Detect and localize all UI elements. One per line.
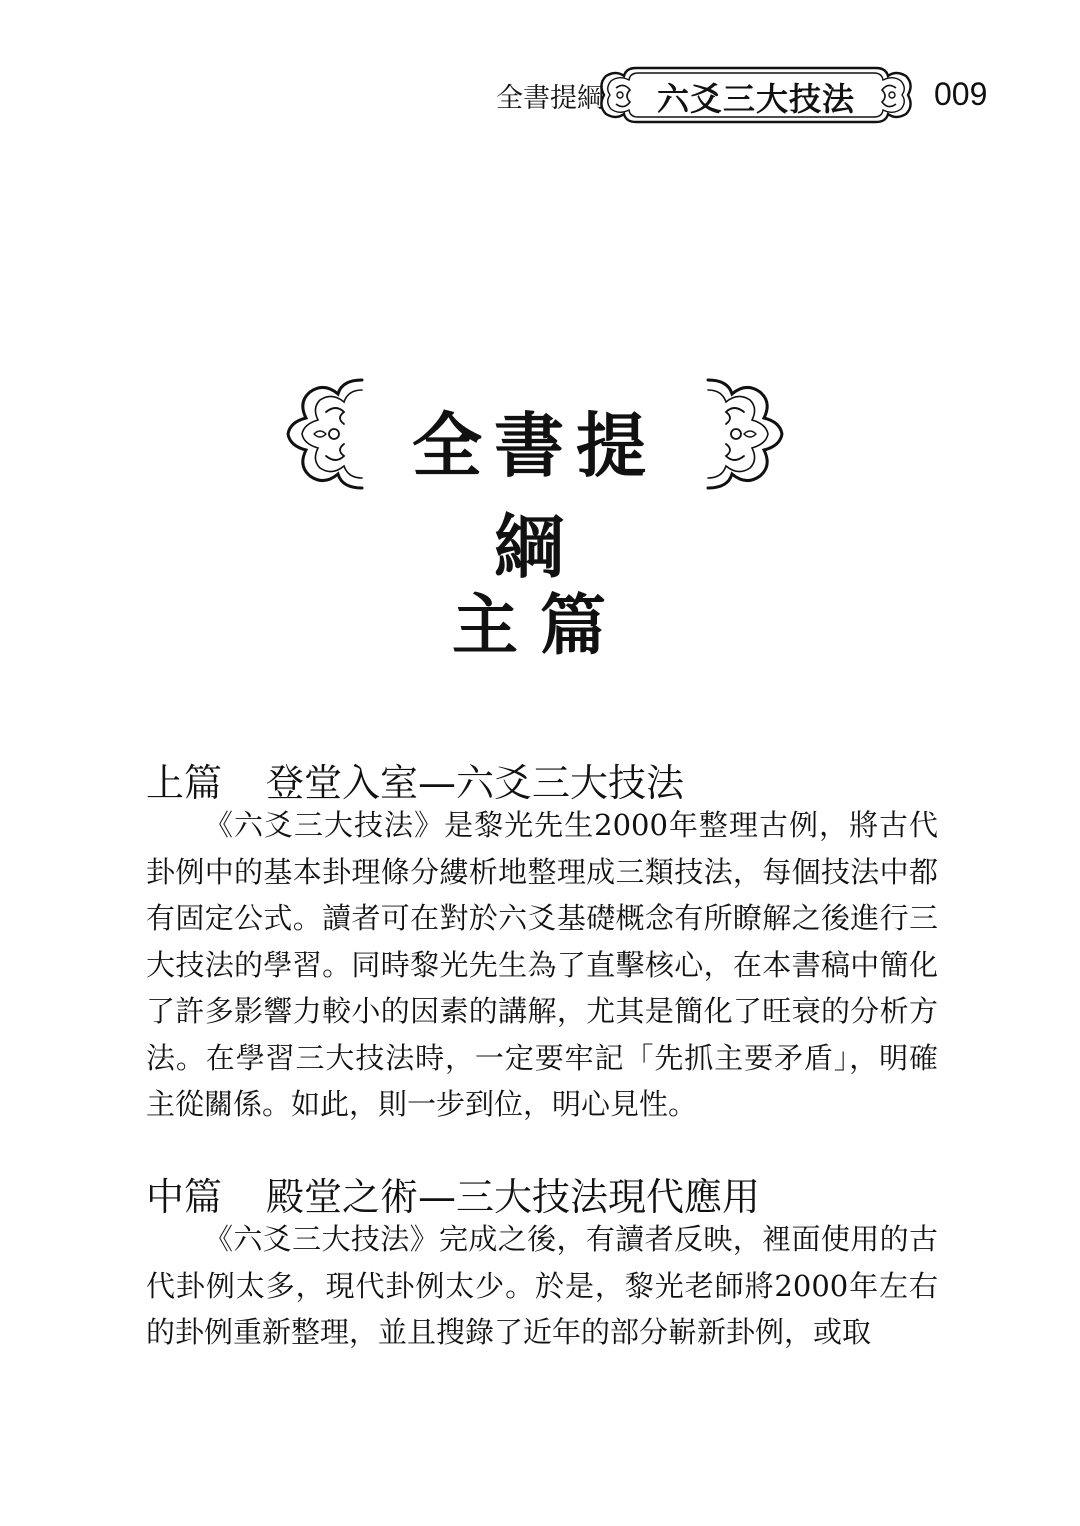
- running-header: [0, 62, 1080, 132]
- body-text: 完成之後，有讀者反映，裡面使用的古代卦例太多，現代卦例太少。於是，黎光老師將2000年左右的卦例重新整理，並且搜錄了近年的部分嶄新卦例，或取: [146, 1222, 938, 1349]
- book-title-banner: [596, 62, 916, 128]
- body-text: 是黎光先生2000年整理古例，將古代卦例中的基本卦理條分縷析地整理成三類技法，每個技法中都有固定公式。讀者可在對於六爻基礎概念有所瞭解之後進行三大技法的學習。同時黎光先生為了直擊核心，在本書稿中簡化了許多影響力較小的因素的講解，尤其是簡化了旺衰的分析方法。在學習三大技法時，一定要牢記「先抓主要矛盾」，明確主從關係。如此，則一步到位，明心見性。: [146, 808, 938, 1121]
- part-title: 殿堂之術—三大技法現代應用: [266, 1175, 761, 1219]
- part-body-upper: [146, 802, 938, 1128]
- chapter-heading: [280, 372, 790, 588]
- chapter-title: 全書提綱: [412, 404, 658, 588]
- part-title: 登堂入室—六爻三大技法: [266, 761, 685, 805]
- book-name-reference: 《六爻三大技法》: [204, 1222, 439, 1256]
- section-title: 主篇: [452, 586, 628, 664]
- page-number: 009: [934, 76, 988, 112]
- part-heading-upper: [146, 752, 684, 807]
- part-heading-middle: [146, 1166, 760, 1221]
- running-header-book-title: 六爻三大技法: [656, 80, 855, 118]
- running-header-chapter: 全書提綱: [496, 83, 604, 114]
- part-body-middle: [146, 1216, 938, 1356]
- book-name-reference: 《六爻三大技法》: [204, 808, 445, 842]
- part-label: 中篇: [146, 1175, 223, 1219]
- part-label: 上篇: [146, 761, 223, 805]
